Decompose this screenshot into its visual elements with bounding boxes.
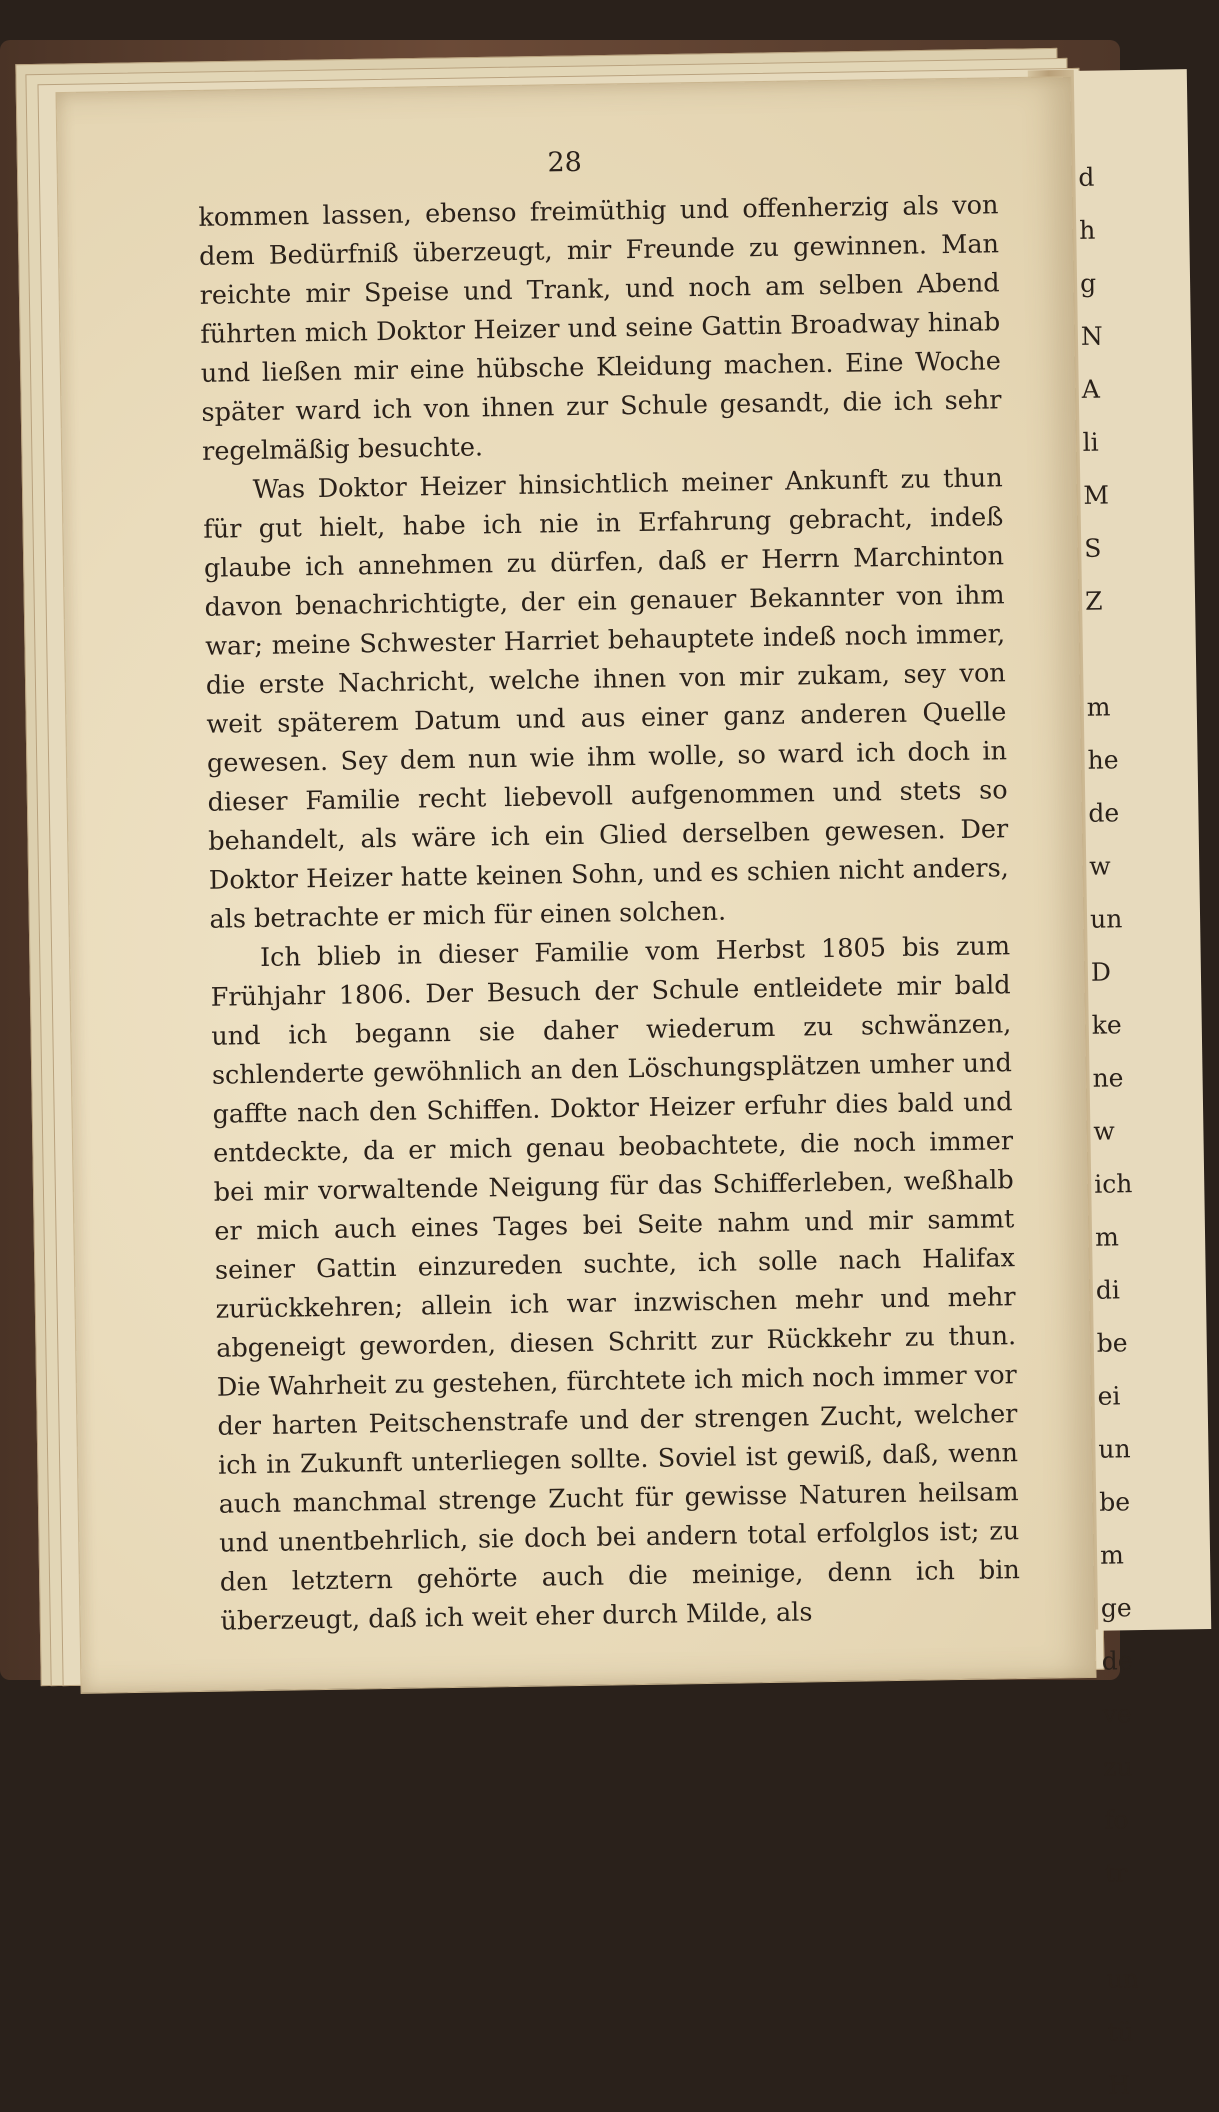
facing-line: de xyxy=(1101,1646,1133,1676)
facing-line: N xyxy=(1080,321,1104,351)
book-page xyxy=(55,76,1096,1694)
facing-line: D xyxy=(1090,957,1112,987)
facing-line: ich xyxy=(1094,1169,1133,1199)
facing-line: be xyxy=(1096,1328,1128,1358)
paragraph: Was Doktor Heizer hinsichtlich meiner Ankunft zu thun für gut hielt, habe ich nie in Erfahrung gebracht, indeß glaube ich annehmen zu dürfen, daß er Herrn Marchinton davon benachrichtigte, der ein genauer Bekannter von ihm war; meine Schwester Harriet behauptete indeß noch immer, die erste Nachricht, welche ihnen von mir zukam, sey von weit späterem Datum und aus einer ganz anderen Quelle gewesen. Sey dem nun wie ihm wolle, so ward ich doch in dieser Familie recht liebevoll aufgenommen und stets so behandelt, als wäre ich ein Glied derselben gewesen. Der Doktor Heizer hatte keinen Sohn, und es schien nicht anders, als betrachte er mich für einen solchen. xyxy=(203,463,1010,935)
facing-line: m xyxy=(1094,1222,1120,1252)
facing-line: un xyxy=(1089,904,1123,934)
facing-line: fo xyxy=(1104,1805,1129,1835)
facing-line: w xyxy=(1089,851,1111,881)
facing-line: ke xyxy=(1091,1010,1122,1040)
facing-line: ge xyxy=(1100,1593,1132,1623)
facing-line: g xyxy=(1079,268,1097,298)
facing-line: di xyxy=(1095,1275,1121,1305)
facing-line: un xyxy=(1098,1434,1131,1464)
facing-line: m xyxy=(1086,692,1111,722)
facing-line: li xyxy=(1082,427,1099,457)
facing-line: d xyxy=(1078,162,1095,192)
facing-line: be xyxy=(1099,1487,1131,1517)
page-number: 28 xyxy=(547,146,583,179)
facing-line: m xyxy=(1099,1540,1125,1570)
facing-line: un xyxy=(1106,1964,1140,1994)
facing-line: ve xyxy=(1102,1699,1132,1729)
paragraph: Ich blieb in dieser Familie vom Herbst 1805 bis zum Frühjahr 1806. Der Besuch der Schule entleidete mir bald und ich begann sie daher wiederum zu schwänzen, schlenderte gewöhnlich an den Löschungsplätzen umher und gaffte nach den Schiffen. Doktor Heizer erfuhr dies bald und entdeckte, da er mich genau beobachtete, die noch immer bei mir vorwaltende Neigung für das Schifferleben, weßhalb er mich auch eines Tages bei Seite nahm und mir sammt seiner Gattin einzureden suchte, ich solle nach Halifax zurückkehren; allein ich war inzwischen mehr und mehr abgeneigt geworden, diesen Schritt zur Rückkehr zu thun. Die Wahrheit zu gestehen, fürchtete ich mich noch immer vor der harten Peitschenstrafe und der strengen Zucht, welcher ich in Zukunft unterliegen sollte. Soviel ist gewiß, daß, wenn auch manchmal strenge Zucht für gewisse Naturen heilsam und unentbehrlich, sie doch bei andern total erfolglos ist; zu den letztern gehörte auch die meinige, denn ich bin überzeugt, daß ich weit eher durch Milde, als xyxy=(210,931,1021,1637)
facing-line: tü xyxy=(1107,2017,1134,2047)
facing-line: zu xyxy=(1103,1752,1133,1782)
facing-line: w xyxy=(1093,1116,1116,1146)
facing-line: he xyxy=(1087,745,1119,775)
facing-line: h xyxy=(1079,215,1096,245)
facing-line: ne xyxy=(1092,1063,1124,1093)
facing-line: S xyxy=(1084,533,1102,563)
facing-line: M xyxy=(1083,480,1110,510)
facing-line: Z xyxy=(1084,586,1103,616)
facing-line: de xyxy=(1088,798,1120,828)
facing-line: A xyxy=(1081,374,1101,404)
facing-line: ei xyxy=(1097,1381,1121,1411)
page-body xyxy=(198,186,1021,1641)
facing-line: H xyxy=(1108,2070,1131,2100)
paragraph: kommen lassen, ebenso freimüthig und offenherzig als von dem Bedürfniß überzeugt, mir Freunde zu gewinnen. Man reichte mir Speise und Trank, und noch am selben Abend führten mich Doktor Heizer und seine Gattin Broadway hinab und ließen mir eine hübsche Kleidung machen. Eine Woche später ward ich von ihnen zur Schule gesandt, die ich sehr regelmäßig besuchte. xyxy=(198,190,1002,467)
facing-line: tr xyxy=(1104,1858,1128,1888)
